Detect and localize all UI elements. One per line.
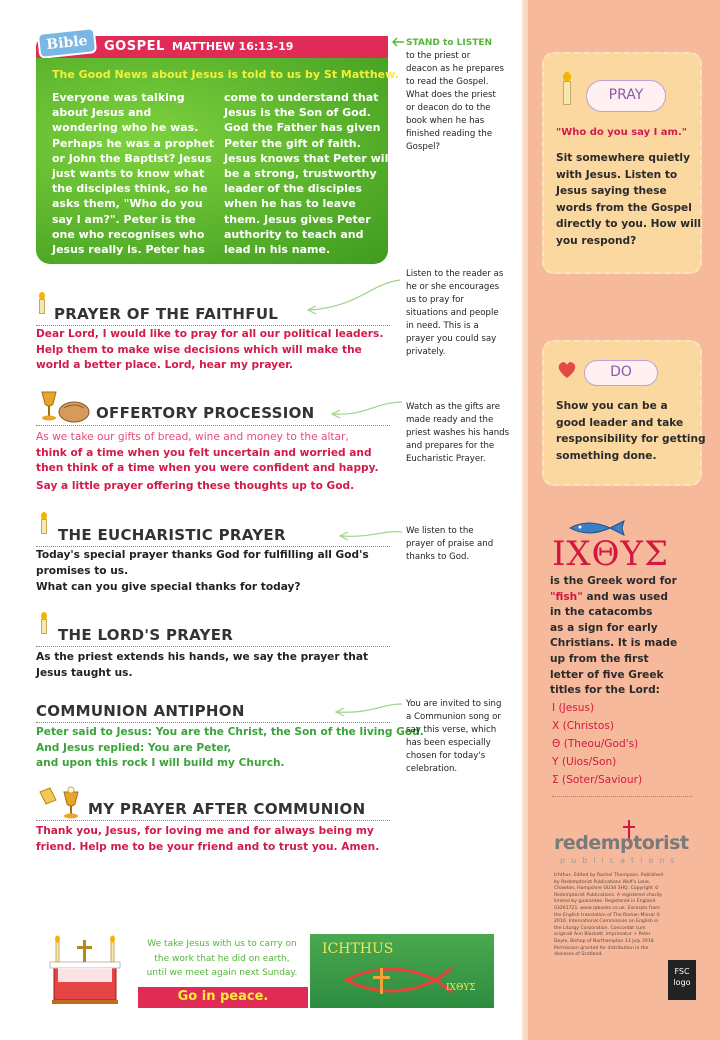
note-arrow-icon (334, 526, 404, 542)
card-line: Show you can be a (556, 400, 668, 412)
antiphon-line: and upon this rock I will build my Church. (36, 757, 285, 769)
section-divider (36, 546, 390, 547)
lords-prayer-text (36, 650, 368, 681)
note-line: We listen to the (406, 526, 474, 536)
antiphon-line: Peter said to Jesus: You are the Christ, the Son of the living God. (36, 726, 424, 738)
note-arrow-icon (392, 36, 406, 48)
gospel-line: authority to teach and (224, 227, 364, 241)
card-line: you respond? (556, 234, 637, 247)
ichthus-description (550, 574, 690, 699)
note-arrow-icon (300, 276, 404, 316)
gospel-line: about Jesus and (52, 106, 152, 120)
gospel-line: them. Jesus gives Peter (224, 212, 371, 226)
offertory-gifts-icon (38, 388, 90, 426)
note-line: finished reading the (406, 129, 493, 139)
prayer-line: then think of a time when you were confident and happy. (36, 462, 379, 474)
candle-icon (40, 512, 48, 534)
note-line: say this verse, which (406, 725, 497, 735)
pray-instructions (556, 150, 701, 249)
after-communion-prayer (36, 824, 379, 855)
note-line: What does the priest (406, 90, 496, 100)
section-divider (36, 820, 390, 821)
gospel-line: be a strong, trustworthy (224, 167, 377, 181)
ichthus-letter: Υ (Uios/Son) (552, 756, 617, 768)
ichthus-logo-greek: ΙΧΘΥΣ (446, 983, 476, 993)
eucharistic-text (36, 548, 369, 579)
eucharistic-note (406, 525, 516, 564)
do-label: DO (584, 360, 658, 386)
fish-word: "fish" (550, 590, 583, 603)
note-line: a Communion song or (406, 712, 501, 722)
gospel-line: one who recognises who (52, 227, 205, 241)
description-line: in the catacombs (550, 606, 653, 619)
faithful-title: PRAYER OF THE FAITHFUL (54, 305, 279, 323)
communion-antiphon (36, 725, 424, 772)
gospel-line: asks them, "Who do you (52, 197, 203, 211)
publisher-credits: Ichthus. Edited by Rachel Thompson. Published by Redemptorist Publications Wolf's Lane, Chawton, Hampshire GU34 3HQ. Copyright © Redemptorist Publications. A registered charity limited by guarantee. Registered in England 03261721. www.rpbooks.co.uk. Excerpts from the English translation of The Roman Missal © 2010, International Commission on English in the Liturgy Corporation. Concordat cum originali Ann Blackett. Imprimatur + Peter Doyle, Bishop of Northampton 13 July 2018. Permission granted for distribution in the dioceses of Scotland. (554, 873, 663, 958)
ichthus-letter: Σ (Soter/Saviour) (552, 774, 643, 786)
section-divider (36, 722, 390, 723)
section-divider (36, 425, 390, 426)
gospel-line: just wants to know what (52, 167, 205, 181)
gospel-intro: The Good News about Jesus is told to us by St Matthew. (52, 68, 399, 81)
note-line: celebration. (406, 764, 458, 774)
card-line: Sit somewhere quietly (556, 152, 690, 164)
stand-heading: STAND to LISTEN (406, 38, 493, 48)
note-line: made ready and the (406, 415, 494, 425)
after-communion-title: MY PRAYER AFTER COMMUNION (88, 800, 366, 818)
note-line: privately. (406, 347, 446, 357)
note-line: and prepares for the (406, 441, 495, 451)
gospel-line: Jesus is the Son of God. (224, 106, 371, 120)
gospel-line: God the Father has given (224, 121, 381, 135)
offertory-title: OFFERTORY PROCESSION (96, 404, 315, 422)
card-line: good leader and take (556, 416, 684, 429)
gospel-line: leader of the disciples (224, 182, 362, 196)
description-fragment: and was used (582, 590, 668, 603)
ichthus-letter: Θ (Theou/God's) (552, 738, 639, 750)
stand-note (406, 37, 516, 154)
note-line: has been especially (406, 738, 491, 748)
note-line: or deacon do to the (406, 103, 491, 113)
note-line: thanks to God. (406, 552, 470, 562)
gospel-line: Jesus really is. Peter has (52, 243, 205, 257)
card-line: directly to you. How will (556, 218, 701, 230)
dismissal-line: the work that he did on earth, (154, 953, 290, 964)
description-line: Christians. It is made (550, 637, 678, 650)
gospel-column-left (52, 90, 214, 257)
description-line: letter of five Greek (550, 668, 664, 681)
description-line: up from the first (550, 652, 649, 665)
bible-badge: Bible (37, 27, 97, 59)
communion-note (406, 698, 516, 776)
publisher-subtitle: publications (560, 856, 681, 865)
prayer-line: Thank you, Jesus, for loving me and for always being my (36, 825, 374, 837)
note-arrow-icon (330, 700, 404, 718)
eucharistic-question: What can you give special thanks for today? (36, 581, 301, 593)
card-line: Jesus saying these (556, 185, 667, 197)
text-line: Jesus taught us. (36, 666, 133, 679)
description-line: is the Greek word for (550, 575, 677, 587)
ichthus-fish-logo-icon (340, 956, 458, 1002)
gospel-line: wondering who he was. (52, 121, 199, 135)
fsc-logo: FSC logo (668, 960, 696, 1000)
note-line: in need. This is a (406, 321, 479, 331)
gospel-line: lead in his name. (224, 243, 331, 257)
communion-title: COMMUNION ANTIPHON (36, 702, 245, 720)
note-line: us to pray for (406, 295, 464, 305)
offertory-closing: Say a little prayer offering these thoughts up to God. (36, 480, 355, 492)
prayer-line: friend. Help me to be your friend and to trust you. Amen. (36, 840, 380, 853)
section-divider (36, 646, 390, 647)
note-line: to the priest or (406, 51, 471, 61)
prayer-line: As we take our gifts of bread, wine and money to the altar, (36, 431, 349, 443)
candle-icon (40, 612, 48, 634)
gospel-line: say I am?". Peter is the (52, 212, 196, 226)
description-line: titles for the Lord: (550, 684, 660, 697)
text-line: As the priest extends his hands, we say the prayer that (36, 651, 369, 663)
gospel-column-right (224, 90, 392, 257)
text-line: Today's special prayer thanks God for fulfilling all God's (36, 549, 369, 561)
note-line: Gospel? (406, 142, 441, 152)
prayer-line: think of a time when you felt uncertain and worried and (36, 446, 372, 459)
offertory-note (406, 401, 516, 466)
heart-icon (556, 360, 578, 380)
prayer-line: Help them to make wise decisions which will make the (36, 343, 362, 356)
eucharistic-title: THE EUCHARISTIC PRAYER (58, 526, 286, 544)
antiphon-line: And Jesus replied: You are Peter, (36, 741, 232, 754)
faithful-note (406, 268, 516, 359)
description-line: as a sign for early (550, 621, 658, 634)
note-line: deacon as he prepares (406, 64, 505, 74)
ichthus-greek-word: ΙΧΘΥΣ (552, 534, 669, 574)
communion-chalice-icon (36, 786, 84, 820)
ichthus-letter: Ι (Jesus) (552, 702, 595, 714)
note-line: situations and people (406, 308, 499, 318)
note-line: prayer you could say (406, 334, 497, 344)
note-line: prayer of praise and (406, 539, 494, 549)
pray-label: PRAY (586, 80, 666, 112)
dismissal-line: We take Jesus with us to carry on (147, 939, 297, 949)
card-line: words from the Gospel (556, 201, 692, 214)
dismissal-text (140, 937, 304, 981)
note-line: Listen to the reader as (406, 269, 504, 279)
description-line (550, 590, 690, 606)
faithful-prayer (36, 327, 383, 374)
publisher-logo: redemptorist (554, 832, 689, 854)
section-divider (552, 796, 692, 797)
candle-icon (562, 72, 572, 106)
note-line: he or she encourages (406, 282, 500, 292)
prayer-line: Dear Lord, I would like to pray for all our political leaders. (36, 328, 384, 340)
ichthus-logo-title: ICHTHUS (322, 941, 394, 957)
gospel-line: Perhaps he was a prophet (52, 136, 215, 150)
gospel-line: come to understand that (224, 91, 379, 104)
pray-quote: "Who do you say I am." (556, 127, 687, 138)
note-line: to read the Gospel. (406, 77, 489, 87)
note-line: chosen for today's (406, 751, 486, 761)
gospel-line: when he has to leave (224, 197, 356, 211)
section-divider (36, 325, 390, 326)
note-line: priest washes his hands (406, 428, 510, 438)
note-arrow-icon (326, 398, 404, 420)
gospel-line: Everyone was talking (52, 91, 185, 104)
text-line: promises to us. (36, 564, 129, 577)
do-instructions (556, 398, 706, 464)
note-line: You are invited to sing (406, 699, 502, 709)
gospel-line: the disciples think, so he (52, 182, 208, 196)
card-line: responsibility for getting (556, 433, 706, 445)
gospel-line: Jesus knows that Peter will (224, 151, 393, 165)
gospel-reference: MATTHEW 16:13-19 (172, 40, 294, 53)
gospel-title: GOSPEL (104, 39, 165, 54)
note-line: Eucharistic Prayer. (406, 454, 486, 464)
ichthus-letter: Χ (Christos) (552, 720, 614, 732)
gospel-line: Peter the gift of faith. (224, 136, 361, 150)
note-line: book when he has (406, 116, 485, 126)
card-line: with Jesus. Listen to (556, 168, 678, 181)
altar-illustration (36, 926, 134, 1008)
offertory-text (36, 430, 379, 477)
card-line: something done. (556, 449, 657, 462)
candle-icon (38, 292, 46, 314)
prayer-line: world a better place. Lord, hear my prayer. (36, 359, 293, 371)
note-line: Watch as the gifts are (406, 402, 500, 412)
lords-prayer-title: THE LORD'S PRAYER (58, 626, 234, 644)
go-in-peace: Go in peace. (177, 989, 269, 1004)
gospel-line: or John the Baptist? Jesus (52, 151, 212, 165)
dismissal-line: until we meet again next Sunday. (146, 968, 298, 978)
